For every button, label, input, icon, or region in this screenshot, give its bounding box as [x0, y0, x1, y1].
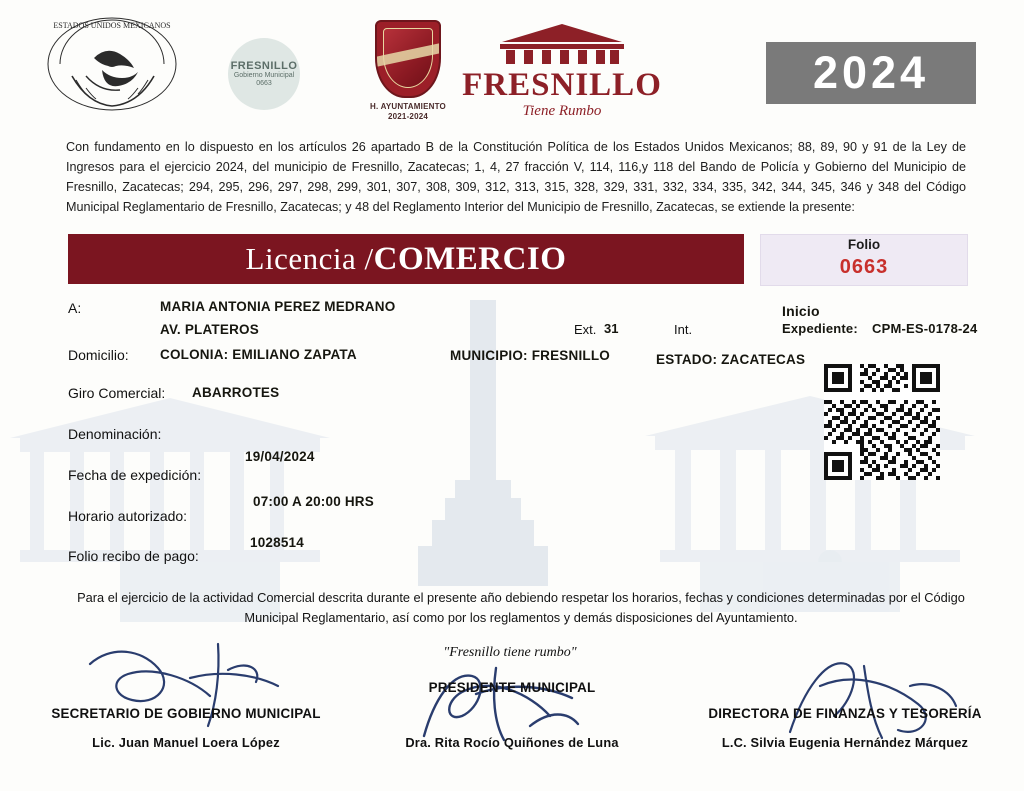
fresnillo-shield-block [360, 20, 456, 121]
license-type-banner [68, 234, 744, 284]
folio-value: 0663 [839, 256, 889, 278]
banner-word-licencia: Licencia / [245, 241, 374, 276]
value-colonia: COLONIA: EMILIANO ZAPATA [160, 347, 357, 362]
fresnillo-wordmark: FRESNILLO [462, 67, 662, 103]
signature-title-tesoreria: DIRECTORA DE FINANZAS Y TESORERÍA [708, 706, 982, 721]
label-folio-recibo: Folio recibo de pago: [68, 548, 199, 564]
value-giro-comercial: ABARROTES [192, 385, 280, 400]
value-folio-recibo: 1028514 [250, 535, 304, 550]
folio-label: Folio [847, 237, 881, 252]
signature-block-tesoreria [690, 706, 1000, 750]
signature-name-tesoreria: L.C. Silvia Eugenia Hernández Márquez [721, 735, 969, 750]
value-fecha-expedicion: 19/04/2024 [245, 449, 315, 464]
label-giro-comercial: Giro Comercial: [68, 385, 166, 401]
conditions-note: Para el ejercicio de la actividad Comercial descrita durante el presente año debiendo respetar los horarios, fechas y condiciones determinadas por el Código Municipal Reglamentario, así como por los reglamentos y demás disposiciones del Ayuntamiento. [77, 590, 965, 626]
motto-text: "Fresnillo tiene rumbo" [443, 645, 577, 660]
seal-line-1: FRESNILLO [230, 59, 298, 72]
label-a: A: [68, 300, 82, 316]
fresnillo-building-icon [462, 24, 662, 64]
value-street: AV. PLATEROS [160, 322, 259, 337]
signature-title-presidente: PRESIDENTE MUNICIPAL [428, 680, 596, 695]
banner-word-comercio: COMERCIO [373, 240, 567, 277]
value-ext: 31 [604, 321, 619, 336]
folio-box [760, 234, 968, 286]
municipal-seal-icon [228, 38, 300, 110]
mexican-coat-of-arms-icon [42, 14, 182, 116]
qr-code-icon [824, 364, 940, 480]
value-horario-autorizado: 07:00 A 20:00 HRS [253, 494, 374, 509]
legal-basis-paragraph: Con fundamento en lo dispuesto en los artículos 26 apartado B de la Constitución Política de los Estados Unidos Mexicanos; 88, 89, 90 y 91 de la Ley de Ingresos para el ejercicio 2024, del municipio de Fresnillo, Zacatecas; 1, 4, 27 fracción V, 114, 116,y 118 del Bando de Policía y Gobierno del Municipio de Fresnillo, Zacatecas; 294, 295, 296, 297, 298, 299, 301, 307, 308, 309, 312, 313, 315, 328, 329, 331, 332, 334, 335, 342, 344, 345, 346 y 348 del Código Municipal Reglamentario de Fresnillo, Zacatecas; y 48 del Reglamento Interior del Municipio de Fresnillo, Zacatecas, se extiende la presente: [66, 140, 966, 214]
signature-name-presidente: Dra. Rita Rocío Quiñones de Luna [405, 735, 619, 750]
fresnillo-coat-of-arms-icon [375, 20, 441, 98]
label-expediente: Expediente: [782, 321, 858, 336]
svg-text:ESTADOS UNIDOS MEXICANOS: ESTADOS UNIDOS MEXICANOS [53, 21, 171, 30]
label-fecha-expedicion: Fecha de expedición: [68, 467, 202, 483]
label-int: Int. [674, 322, 693, 337]
year-badge: 2024 [766, 42, 976, 104]
signature-block-presidente [372, 680, 652, 750]
document-header [0, 0, 1024, 130]
label-ext: Ext. [574, 322, 597, 337]
value-municipio: MUNICIPIO: FRESNILLO [450, 348, 610, 363]
label-horario-autorizado: Horario autorizado: [68, 508, 188, 524]
seal-line-2: Gobierno Municipal [233, 72, 295, 80]
shield-caption-line-1: H. AYUNTAMIENTO [370, 102, 446, 111]
signature-block-secretario [26, 706, 346, 750]
fresnillo-logo [462, 24, 662, 120]
value-expediente: CPM-ES-0178-24 [872, 321, 978, 336]
label-domicilio: Domicilio: [68, 347, 129, 363]
value-estado: ESTADO: ZACATECAS [656, 352, 806, 367]
shield-caption-line-2: 2021-2024 [387, 111, 429, 121]
fresnillo-tagline: Tiene Rumbo [522, 103, 602, 119]
signature-name-secretario: Lic. Juan Manuel Loera López [92, 735, 280, 750]
label-denominacion: Denominación: [68, 426, 162, 442]
value-holder-name: MARIA ANTONIA PEREZ MEDRANO [160, 299, 396, 314]
label-inicio: Inicio [782, 303, 820, 319]
signature-title-secretario: SECRETARIO DE GOBIERNO MUNICIPAL [51, 706, 321, 721]
seal-line-3: 0663 [256, 79, 272, 87]
